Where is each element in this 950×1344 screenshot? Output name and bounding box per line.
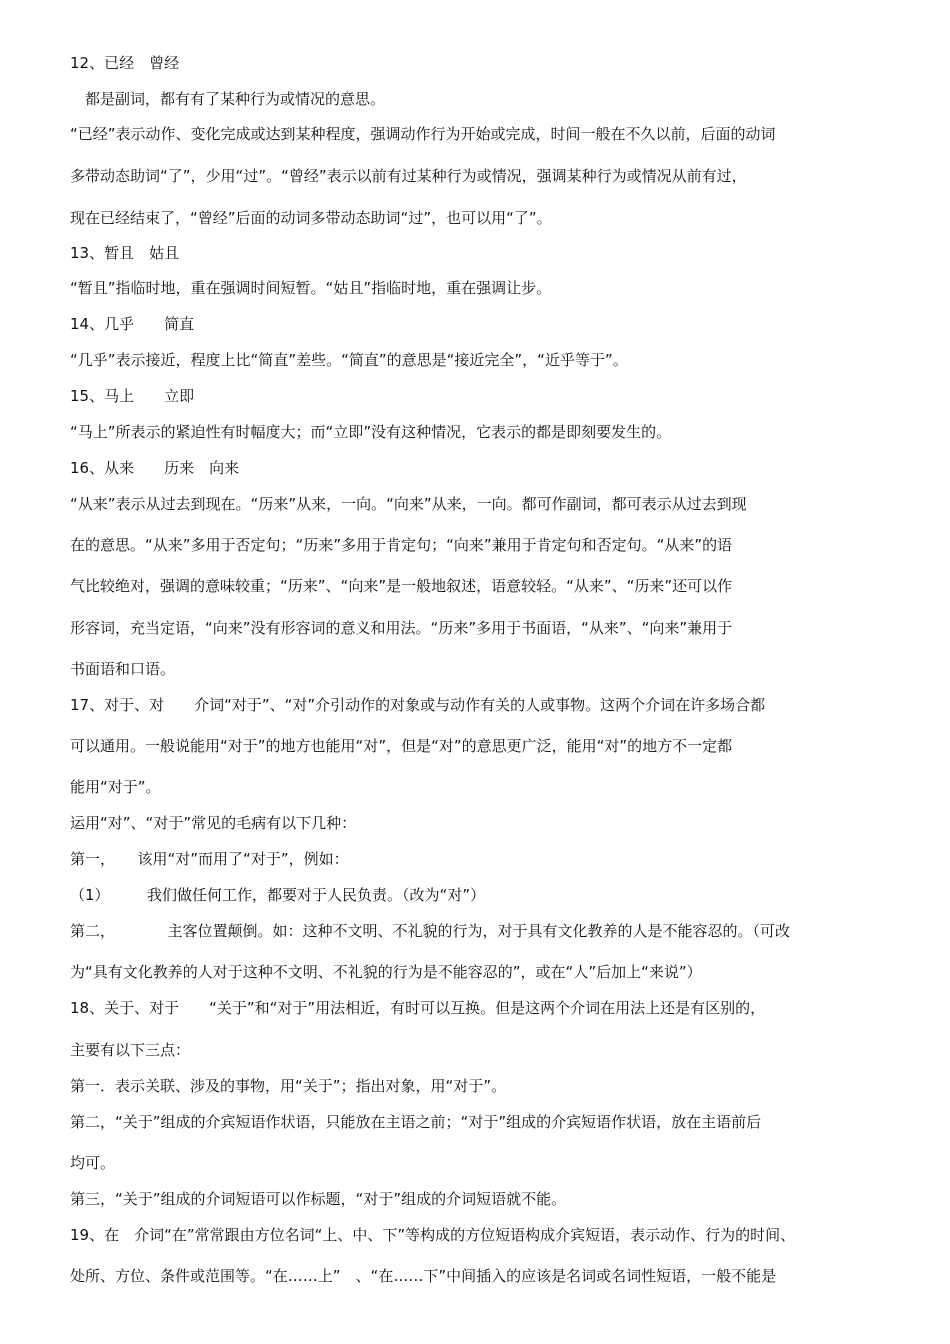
text-line: “马上”所表示的紧迫性有时幅度大；而“立即”没有这种情况，它表示的都是即刻要发生的。 xyxy=(70,423,672,441)
text-line: “几乎”表示接近，程度上比“简直”差些。“简直”的意思是“接近完全”，“近乎等于”。 xyxy=(70,351,628,369)
text-line: 18、关于、对于 “关于”和“对于”用法相近，有时可以互换。但是这两个介词在用法上还是有区别的， xyxy=(70,999,766,1017)
text-line: “已经”表示动作、变化完成或达到某种程度，强调动作行为开始或完成，时间一般在不久以前，后面的动词 xyxy=(70,125,776,143)
text-line: 处所、方位、条件或范围等。“在……上” 、“在……下”中间插入的应该是名词或名词性短语，一般不能是 xyxy=(70,1267,777,1285)
text-line: 可以通用。一般说能用“对于”的地方也能用“对”，但是“对”的意思更广泛，能用“对”的地方不一定都 xyxy=(70,737,733,755)
text-line: 15、马上 立即 xyxy=(70,387,195,405)
text-line: 12、已经 曾经 xyxy=(70,54,180,72)
text-line: 第二， 主客位置颠倒。如：这种不文明、不礼貌的行为，对于具有文化教养的人是不能容忍的。（可改 xyxy=(70,922,791,940)
text-line: 13、暂且 姑且 xyxy=(70,244,180,262)
text-line: 17、对于、对 介词“对于”、“对”介引动作的对象或与动作有关的人或事物。这两个介词在许多场合都 xyxy=(70,696,766,714)
text-line: 能用“对于”。 xyxy=(70,778,161,796)
text-line: 在的意思。“从来”多用于否定句；“历来”多用于肯定句；“向来”兼用于肯定句和否定句。“从来”的语 xyxy=(70,536,733,554)
text-line: 第一．表示关联、涉及的事物，用“关于”；指出对象，用“对于”。 xyxy=(70,1077,507,1095)
text-line: （1） 我们做任何工作，都要对于人民负责。（改为“对”） xyxy=(70,886,486,904)
text-line: 书面语和口语。 xyxy=(70,660,176,678)
text-line: 第二，“关于”组成的介宾短语作状语，只能放在主语之前；“对于”组成的介宾短语作状语，放在主语前后 xyxy=(70,1113,762,1131)
text-line: 形容词，充当定语，“向来”没有形容词的意义和用法。“历来”多用于书面语，“从来”、“向来”兼用于 xyxy=(70,619,733,637)
text-line: 为“具有文化教养的人对于这种不文明、不礼貌的行为是不能容忍的”，或在“人”后加上“来说”） xyxy=(70,963,702,981)
text-line: 14、几乎 简直 xyxy=(70,315,195,333)
text-line: “从来”表示从过去到现在。“历来”从来，一向。“向来”从来，一向。都可作副词，都可表示从过去到现 xyxy=(70,495,747,513)
text-line: 都是副词，都有有了某种行为或情况的意思。 xyxy=(70,90,386,108)
text-line: 气比较绝对，强调的意味较重；“历来”、“向来”是一般地叙述，语意较轻。“从来”、“历来”还可以作 xyxy=(70,577,733,595)
text-line: 均可。 xyxy=(70,1154,116,1172)
text-line: 第一， 该用“对”而用了“对于”，例如： xyxy=(70,850,349,868)
text-line: 运用“对”、“对于”常见的毛病有以下几种： xyxy=(70,814,357,832)
text-line: “暂且”指临时地，重在强调时间短暂。“姑且”指临时地，重在强调让步。 xyxy=(70,279,552,297)
text-line: 16、从来 历来 向来 xyxy=(70,459,240,477)
text-line: 多带动态助词“了”，少用“过”。“曾经”表示以前有过某种行为或情况，强调某种行为或情况从前有过， xyxy=(70,167,747,185)
text-line: 现在已经结束了，“曾经”后面的动词多带动态助词“过”，也可以用“了”。 xyxy=(70,209,552,227)
text-line: 19、在 介词“在”常常跟由方位名词“上、中、下”等构成的方位短语构成介宾短语，表示动作、行为的时间、 xyxy=(70,1226,796,1244)
text-line: 第三，“关于”组成的介词短语可以作标题，“对于”组成的介词短语就不能。 xyxy=(70,1190,567,1208)
text-line: 主要有以下三点： xyxy=(70,1041,191,1059)
